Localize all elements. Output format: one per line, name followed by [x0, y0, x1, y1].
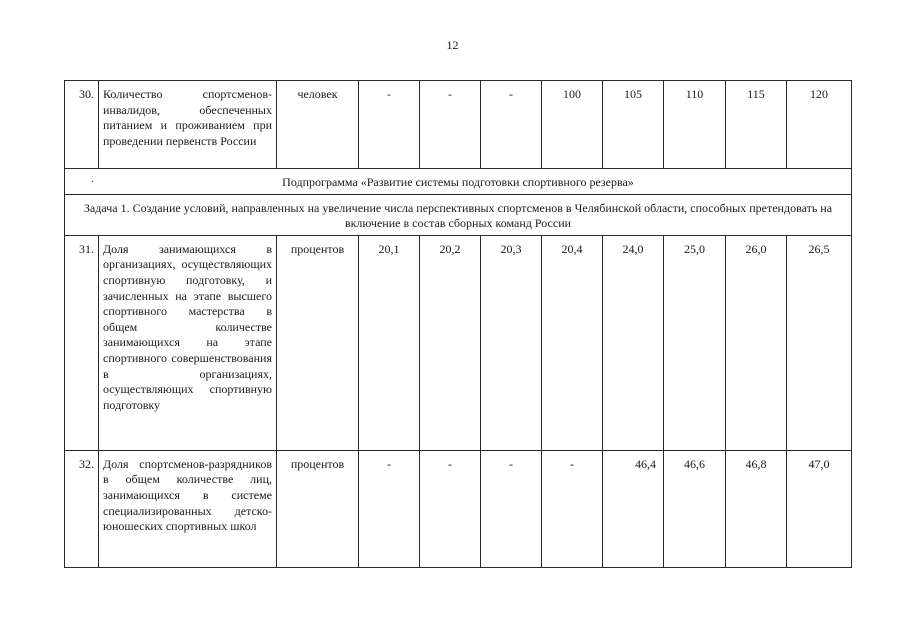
value-cell: -: [359, 81, 420, 169]
value-cell: -: [481, 450, 542, 567]
value-cell: -: [420, 81, 481, 169]
value-cell: -: [359, 450, 420, 567]
value-cell: 100: [542, 81, 603, 169]
page-number: 12: [446, 38, 459, 52]
value-cell: 46,8: [726, 450, 787, 567]
value-cell: 105: [603, 81, 664, 169]
value-cell: 110: [664, 81, 726, 169]
table-row: [65, 235, 852, 450]
subprogram-row: [65, 169, 852, 195]
task-row: [65, 194, 852, 235]
value-cell: 20,1: [359, 235, 420, 450]
row-number: 30.: [65, 81, 99, 169]
value-cell: 47,0: [787, 450, 852, 567]
table-row: [65, 81, 852, 169]
indicator-name: Доля спортсменов-разрядников в общем количестве лиц, занимающихся в системе специализированных детско-юношеских спортивных школ: [99, 450, 277, 567]
value-cell: 120: [787, 81, 852, 169]
value-cell: 26,0: [726, 235, 787, 450]
value-cell: 25,0: [664, 235, 726, 450]
value-cell: -: [542, 450, 603, 567]
value-cell: -: [420, 450, 481, 567]
value-cell: 46,4: [603, 450, 664, 567]
subprogram-title: Подпрограмма «Развитие системы подготовки спортивного резерва»: [282, 175, 634, 189]
value-cell: 26,5: [787, 235, 852, 450]
subprogram-marker: ·: [91, 177, 95, 188]
unit-cell: человек: [277, 81, 359, 169]
table-row: [65, 450, 852, 567]
task-title: Задача 1. Создание условий, направленных на увеличение числа перспективных спортсменов в Челябинской области, способных претендовать на включение в состав сборных команд России: [65, 194, 852, 235]
value-cell: -: [481, 81, 542, 169]
value-cell: 20,2: [420, 235, 481, 450]
row-number: 31.: [65, 235, 99, 450]
indicators-table: [64, 80, 852, 568]
value-cell: 24,0: [603, 235, 664, 450]
subprogram-title-cell: [65, 169, 852, 195]
value-cell: 46,6: [664, 450, 726, 567]
indicator-name: Количество спортсменов-инвалидов, обеспеченных питанием и проживанием при проведении первенств России: [99, 81, 277, 169]
value-cell: 20,3: [481, 235, 542, 450]
unit-cell: процентов: [277, 450, 359, 567]
unit-cell: процентов: [277, 235, 359, 450]
row-number: 32.: [65, 450, 99, 567]
value-cell: 115: [726, 81, 787, 169]
indicator-name: Доля занимающихся в организациях, осуществляющих спортивную подготовку, и зачисленных на этапе высшего спортивного мастерства в общем количестве занимающихся на этапе спортивного совершенствования в организациях, осуществляющих спортивную подготовку: [99, 235, 277, 450]
value-cell: 20,4: [542, 235, 603, 450]
